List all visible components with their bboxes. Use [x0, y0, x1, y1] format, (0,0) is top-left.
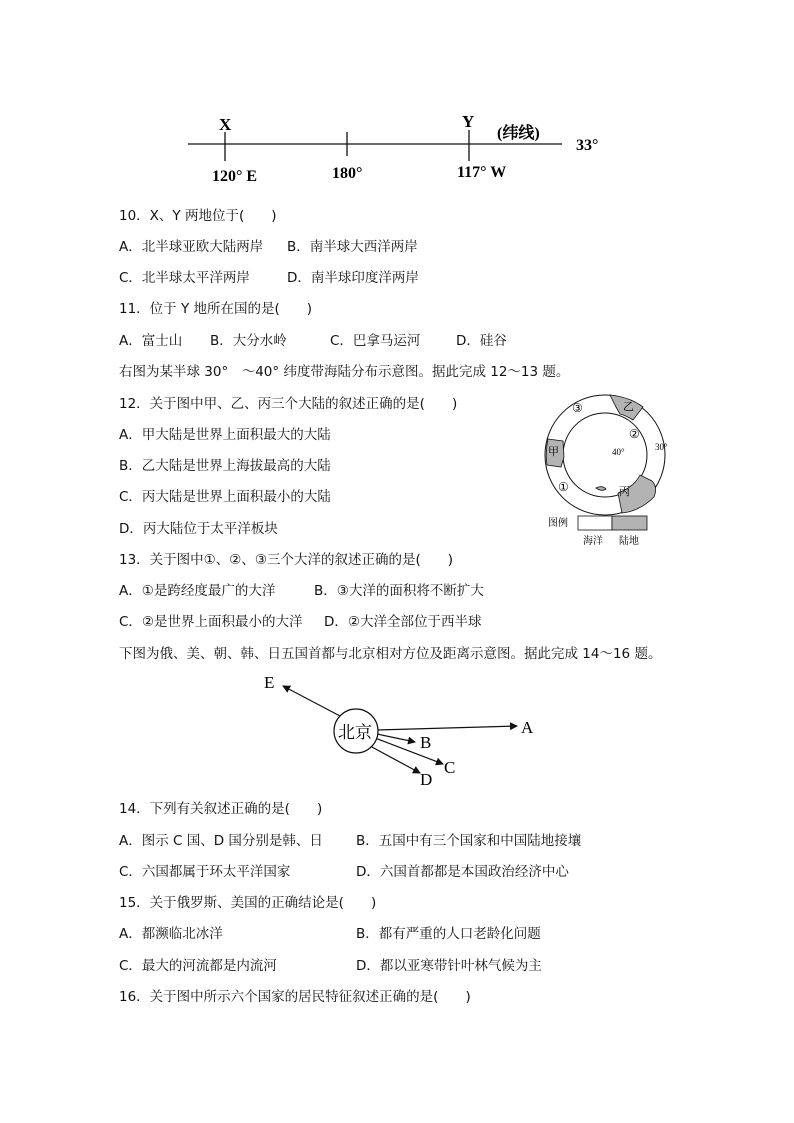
- question-15-option-a: A．都濒临北冰洋: [119, 926, 223, 942]
- legend-land-label: 陆地: [619, 536, 639, 547]
- intro-14-16: 下图为俄、美、朝、韩、日五国首都与北京相对方位及距离示意图。据此完成 14～16 题。: [119, 646, 662, 662]
- question-14-stem: 14．下列有关叙述正确的是( ): [119, 801, 323, 817]
- ocean-label-1: ①: [558, 480, 569, 494]
- question-10-stem: 10．X、Y 两地位于( ): [119, 208, 277, 224]
- land-label-yi: 乙: [623, 401, 634, 413]
- question-11-option-a: A．富士山: [119, 333, 183, 349]
- question-15-option-d: D．都以亚寒带针叶林气候为主: [356, 958, 542, 974]
- legend-land-swatch: [612, 516, 647, 530]
- legend-title: 图例: [548, 518, 568, 529]
- beijing-label: 北京: [338, 723, 372, 743]
- question-12-stem: 12．关于图中甲、乙、丙三个大陆的叙述正确的是( ): [119, 396, 458, 412]
- question-13-option-c: C．②是世界上面积最小的大洋: [119, 614, 303, 630]
- small-island: [596, 487, 606, 491]
- question-14-option-d: D．六国首都都是本国政治经济中心: [356, 864, 569, 880]
- question-15-option-c: C．最大的河流都是内流河: [119, 958, 277, 974]
- latitude-label-40: 40°: [612, 447, 625, 457]
- tick-label-180: 180°: [332, 165, 363, 182]
- question-11-option-c: C．巴拿马运河: [330, 333, 421, 349]
- question-10-option-a: A．北半球亚欧大陆两岸: [119, 239, 264, 255]
- question-11-stem: 11．位于 Y 地所在国的是( ): [119, 301, 313, 317]
- question-12-option-c: C．丙大陆是世界上面积最小的大陆: [119, 489, 331, 505]
- latitude-label-30: 30°: [655, 442, 668, 452]
- tick-label-120e: 120° E: [212, 168, 258, 185]
- label-d: D: [420, 770, 433, 789]
- point-x-label: X: [219, 115, 232, 134]
- land-label-jia: 甲: [548, 446, 559, 458]
- label-a: A: [521, 718, 534, 737]
- label-c: C: [444, 758, 456, 777]
- question-14-option-c: C．六国都属于环太平洋国家: [119, 864, 291, 880]
- question-12-option-d: D．丙大陆位于太平洋板块: [119, 521, 278, 537]
- question-10-option-d: D．南半球印度洋两岸: [287, 270, 419, 286]
- label-b: B: [420, 733, 432, 752]
- question-16-stem: 16．关于图中所示六个国家的居民特征叙述正确的是( ): [119, 989, 471, 1005]
- question-12-option-b: B．乙大陆是世界上海拔最高的大陆: [119, 458, 331, 474]
- latitude-value: 33°: [576, 137, 599, 154]
- arrow-c: [375, 738, 443, 764]
- legend-ocean-label: 海洋: [583, 536, 603, 547]
- arrow-d: [370, 746, 420, 773]
- ocean-label-2: ②: [629, 427, 640, 441]
- land-label-bing: 丙: [619, 486, 630, 498]
- question-10-option-c: C．北半球太平洋两岸: [119, 270, 250, 286]
- question-11-option-d: D．硅谷: [456, 333, 507, 349]
- legend-ocean-swatch: [578, 516, 612, 530]
- question-11-option-b: B．大分水岭: [210, 333, 287, 349]
- question-15-stem: 15．关于俄罗斯、美国的正确结论是( ): [119, 895, 377, 911]
- hemisphere-ring-figure: [530, 385, 680, 550]
- label-e: E: [264, 673, 275, 692]
- question-13-option-b: B．③大洋的面积将不断扩大: [314, 583, 484, 599]
- arrow-a: [377, 726, 517, 730]
- question-13-stem: 13．关于图中①、②、③三个大洋的叙述正确的是( ): [119, 552, 454, 568]
- point-y-label: Y: [462, 112, 475, 131]
- question-13-option-a: A．①是跨经度最广的大洋: [119, 583, 276, 599]
- question-10-option-b: B．南半球大西洋两岸: [287, 239, 418, 255]
- question-14-option-a: A．图示 C 国、D 国分别是韩、日: [119, 833, 323, 849]
- ocean-label-3: ③: [572, 401, 583, 415]
- arrow-e: [283, 686, 340, 716]
- beijing-direction-figure: [255, 668, 555, 793]
- intro-12-13: 右图为某半球 30° ～40° 纬度带海陆分布示意图。据此完成 12～13 题。: [119, 364, 570, 380]
- question-14-option-b: B．五国中有三个国家和中国陆地接壤: [356, 833, 582, 849]
- latitude-line-label: (纬线): [497, 125, 540, 142]
- latitude-line-figure: [180, 108, 620, 190]
- question-15-option-b: B．都有严重的人口老龄化问题: [356, 926, 541, 942]
- question-12-option-a: A．甲大陆是世界上面积最大的大陆: [119, 427, 331, 443]
- question-13-option-d: D．②大洋全部位于西半球: [324, 614, 482, 630]
- tick-label-117w: 117° W: [457, 164, 507, 181]
